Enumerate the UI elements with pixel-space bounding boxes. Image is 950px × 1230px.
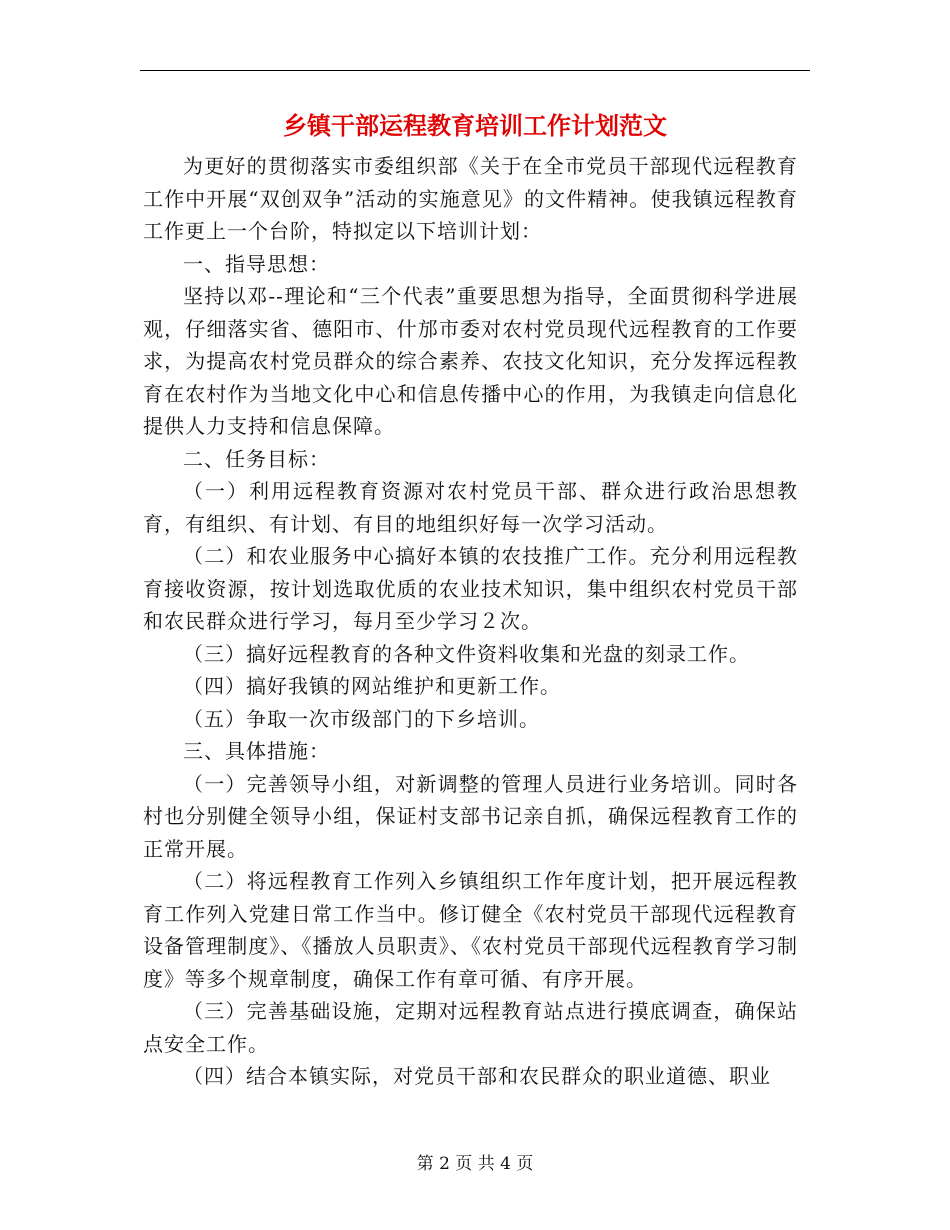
task-goal-item-5: （五）争取一次市级部门的下乡培训。 — [183, 706, 540, 731]
measure-item-3: （三）完善基础设施，定期对远程教育站点进行摸底调查，确保站点安全工作。 — [143, 999, 798, 1056]
header-rule — [140, 70, 810, 71]
measure-item-2: （二）将远程教育工作列入乡镇组织工作年度计划，把开展远程教育工作列入党建日常工作当中。修订健全《农村党员干部现代远程教育设备管理制度》、《播放人员职责》、《农村党员干部现代远程教育学习制度》等多个规章制度，确保工作有章可循、有序开展。 — [143, 869, 798, 991]
measure-item-1: （一）完善领导小组，对新调整的管理人员进行业务培训。同时各村也分别健全领导小组，保证村支部书记亲自抓，确保远程教育工作的正常开展。 — [143, 771, 798, 861]
measure-item-4: （四）结合本镇实际，对党员干部和农民群众的职业道德、职业 — [183, 1064, 771, 1088]
task-goal-item-2: （二）和农业服务中心搞好本镇的农技推广工作。充分利用远程教育接收资源，按计划选取优质的农业技术知识，集中组织农村党员干部和农民群众进行学习，每月至少学习２次。 — [143, 544, 798, 633]
task-goal-item-4: （四）搞好我镇的网站维护和更新工作。 — [183, 674, 561, 698]
section-heading-guiding-ideology: 一、指导思想： — [183, 251, 330, 276]
guiding-ideology-paragraph: 坚持以邓--理论和“三个代表”重要思想为指导，全面贯彻科学进展观，仔细落实省、德阳市、什邡市委对农村党员现代远程教育的工作要求，为提高农村党员群众的综合素养、农技文化知识，充分发挥远程教育在农村作为当地文化中心和信息传播中心的作用，为我镇走向信息化提供人力支持和信息保障。 — [143, 284, 798, 438]
document-body — [143, 150, 798, 1093]
section-heading-task-goals: 二、任务目标： — [183, 446, 330, 471]
task-goal-item-1: （一）利用远程教育资源对农村党员干部、群众进行政治思想教育，有组织、有计划、有目的地组织好每一次学习活动。 — [143, 479, 798, 536]
page-number: 第 2 页 共 4 页 — [416, 1154, 534, 1174]
document-title: 乡镇干部运程教育培训工作计划范文 — [283, 111, 667, 140]
task-goal-item-3: （三）搞好远程教育的各种文件资料收集和光盘的刻录工作。 — [183, 641, 750, 666]
intro-paragraph: 为更好的贯彻落实市委组织部《关于在全市党员干部现代远程教育工作中开展“双创双争”活动的实施意见》的文件精神。使我镇远程教育工作更上一个台阶，特拟定以下培训计划： — [143, 154, 798, 243]
section-heading-measures: 三、具体措施： — [183, 739, 330, 763]
